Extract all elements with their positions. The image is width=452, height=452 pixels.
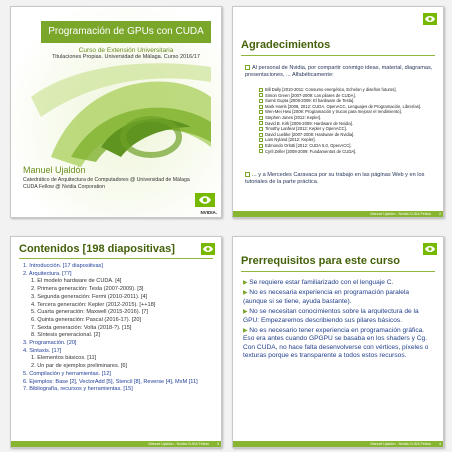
title-divider bbox=[19, 258, 213, 259]
cover-title: Programación de GPUs con CUDA bbox=[41, 21, 211, 43]
list-item bbox=[243, 289, 435, 306]
footer-text: Manuel Ujaldón - Nvidia CUDA Fellow bbox=[370, 442, 431, 446]
toc-item: 3. Segunda generación: Fermi (2010-2011). [4] bbox=[31, 293, 148, 300]
ack-intro bbox=[245, 65, 433, 79]
bullet-icon bbox=[245, 65, 250, 70]
list-item bbox=[259, 149, 435, 155]
list-item bbox=[243, 327, 435, 361]
toc-item: 4. Sintaxis. [17] bbox=[23, 347, 62, 354]
intro-text: Al personal de Nvidia, por compartir conmigo ideas, material, diagramas, presentaciones, ... Alfabéticamente: bbox=[245, 65, 433, 78]
arrow-bullet-icon: ▶ bbox=[243, 290, 250, 297]
toc-item: 7. Sexta generación: Volta (2018-?). [15] bbox=[31, 324, 132, 331]
institution: Titulaciones Propias. Universidad de Málaga. Curso 2016/17 bbox=[52, 54, 200, 60]
slide-prerequisites[interactable] bbox=[232, 236, 444, 448]
people-list bbox=[259, 87, 435, 154]
person-text: Cyril Zeller [2008-2009: Fundamentos de CUDA]. bbox=[265, 148, 357, 154]
bullet-icon bbox=[259, 133, 263, 137]
toc-item: 5. Cuarta generación: Maxwell (2015-2016). [7] bbox=[31, 309, 148, 316]
toc-item: 6. Ejemplos: Base [2], VectorAdd [5], Stencil [8], Reverse [4], MxM [11] bbox=[23, 378, 198, 385]
toc-item: 2. Arquitectura. [77] bbox=[23, 270, 72, 277]
footer-bar bbox=[233, 211, 443, 217]
toc-item: 1. Elementos básicos. [11] bbox=[31, 355, 97, 362]
course-name: Curso de Extensión Universitaria bbox=[78, 47, 174, 54]
affiliation-line: CUDA Fellow @ Nvidia Corporation bbox=[23, 184, 105, 190]
toc-item: 1. El modelo hardware de CUDA. [4] bbox=[31, 278, 122, 285]
page-number: 3 bbox=[217, 442, 219, 446]
page-number: 4 bbox=[439, 442, 441, 446]
bullet-icon bbox=[259, 144, 263, 148]
cover-subtitle bbox=[41, 47, 211, 61]
slide-title: Prerrequisitos para este curso bbox=[241, 255, 400, 267]
item-text: No es necesaria experiencia en programación paralela (aunque si se tiene, ayuda bastante). bbox=[243, 289, 410, 305]
bullet-icon bbox=[259, 121, 263, 125]
bullet-icon bbox=[259, 116, 263, 120]
list-item bbox=[243, 279, 435, 287]
slide-cover[interactable] bbox=[10, 6, 222, 218]
author-name: Manuel Ujaldón bbox=[23, 165, 86, 175]
toc-item: 6. Quinta generación: Pascal (2016-17). [20] bbox=[31, 316, 142, 323]
footer-bar bbox=[233, 441, 443, 447]
person-text: David B. Kirk [2008-2009: Hardware de Nvidia]. bbox=[265, 120, 353, 126]
toc-item: 4. Tercera generación: Kepler (2012-2015). [++18] bbox=[31, 301, 156, 308]
bullet-icon bbox=[259, 88, 263, 92]
toc-item: 5. Compilación y herramientas. [12] bbox=[23, 370, 111, 377]
title-divider bbox=[241, 55, 435, 56]
closing-text: ... y a Mercedes Caravaca por su trabajo en las páginas Web y en los tutoriales de la parte práctica. bbox=[245, 172, 425, 185]
toc-item: 2. Un par de ejemplos preliminares. [6] bbox=[31, 363, 128, 370]
person-text: Wen-Mei Hwu [2009: Programación y trucos para mejorar el rendimiento]. bbox=[265, 109, 402, 115]
person-text: Bill Dally [2010-2011: Consumo energético, Echelon y diseños futuros]. bbox=[265, 87, 397, 92]
item-text: No es necesario tener experiencia en programación gráfica. Eso era antes cuando GPGPU se basaba en los shaders y Cg. Con CUDA, no hace falta desenvolverse con vértices, píxeles o texturas porque es transparente a todos estos recursos. bbox=[243, 327, 429, 360]
arrow-bullet-icon: ▶ bbox=[243, 309, 250, 316]
bullet-icon bbox=[259, 110, 263, 114]
toc-item: 8. Síntesis generacional. [2] bbox=[31, 332, 101, 339]
bullet-icon bbox=[245, 172, 250, 177]
slide-contents[interactable] bbox=[10, 236, 222, 448]
slide-title: Agradecimientos bbox=[241, 39, 331, 51]
person-text: Stephen Jones [2012: Kepler]. bbox=[265, 114, 322, 120]
person-text: David Luebke [2007-2008: Hardware de Nvidia]. bbox=[265, 131, 355, 137]
table-of-contents bbox=[23, 263, 213, 394]
ack-closing bbox=[245, 172, 431, 186]
slide-acknowledgements[interactable] bbox=[232, 6, 444, 218]
footer-bar bbox=[11, 441, 221, 447]
nvidia-logo-icon bbox=[423, 13, 437, 25]
page-number: 2 bbox=[439, 212, 441, 216]
bullet-icon bbox=[259, 127, 263, 131]
arrow-bullet-icon: ▶ bbox=[243, 328, 250, 335]
toc-item: 3. Programación. [20] bbox=[23, 340, 77, 347]
item-text: Se requiere estar familiarizado con el lenguaje C. bbox=[249, 279, 394, 286]
arrow-bullet-icon: ▶ bbox=[243, 280, 250, 286]
footer-text: Manuel Ujaldón - Nvidia CUDA Fellow bbox=[148, 442, 209, 446]
prerequisite-list bbox=[243, 279, 435, 363]
affiliation-line: Catedrático de Arquitectura de Computadores @ Universidad de Málaga bbox=[23, 177, 190, 183]
toc-item: 7. Bibliografía, recursos y herramientas. [15] bbox=[23, 386, 133, 393]
author-affiliation bbox=[23, 177, 190, 191]
slide-title: Contenidos [198 diapositivas] bbox=[19, 243, 175, 255]
item-text: No se necesitan conocimientos sobre la arquitectura de la GPU: Empezaremos describiendo sus pilares básicos. bbox=[243, 308, 419, 324]
toc-item: 1. Introducción. [17 diapositivas] bbox=[23, 263, 103, 269]
bullet-icon bbox=[259, 105, 263, 109]
person-text: Edmondo Orlotti [2012: CUDA 5.0, OpenACC]. bbox=[265, 142, 352, 148]
person-text: Timothy Lanfear [2012: Kepler y OpenACC]. bbox=[265, 126, 348, 132]
title-divider bbox=[241, 271, 435, 272]
logo-wordmark: NVIDIA. bbox=[200, 210, 217, 215]
toc-item: 2. Primera generación: Tesla (2007-2009). [3] bbox=[31, 286, 144, 293]
footer-text: Manuel Ujaldón - Nvidia CUDA Fellow bbox=[370, 212, 431, 216]
bullet-icon bbox=[259, 93, 263, 97]
person-text: Lars Nyland [2012: Kepler]. bbox=[265, 137, 316, 143]
person-text: Sumit Gupta [2008-2009: El hardware de Tesla]. bbox=[265, 98, 355, 104]
nvidia-logo-icon bbox=[423, 243, 437, 255]
bullet-icon bbox=[259, 99, 263, 103]
person-text: Simon Green [2007-2009: Los pilares de CUDA]. bbox=[265, 92, 356, 98]
bullet-icon bbox=[259, 149, 263, 153]
bullet-icon bbox=[259, 138, 263, 142]
person-text: Mark Harris [2008, 2012: CUDA, OpenACC, Lenguajes de Programación, Librerías]. bbox=[265, 103, 422, 109]
list-item bbox=[243, 308, 435, 325]
nvidia-logo-icon bbox=[201, 243, 215, 255]
